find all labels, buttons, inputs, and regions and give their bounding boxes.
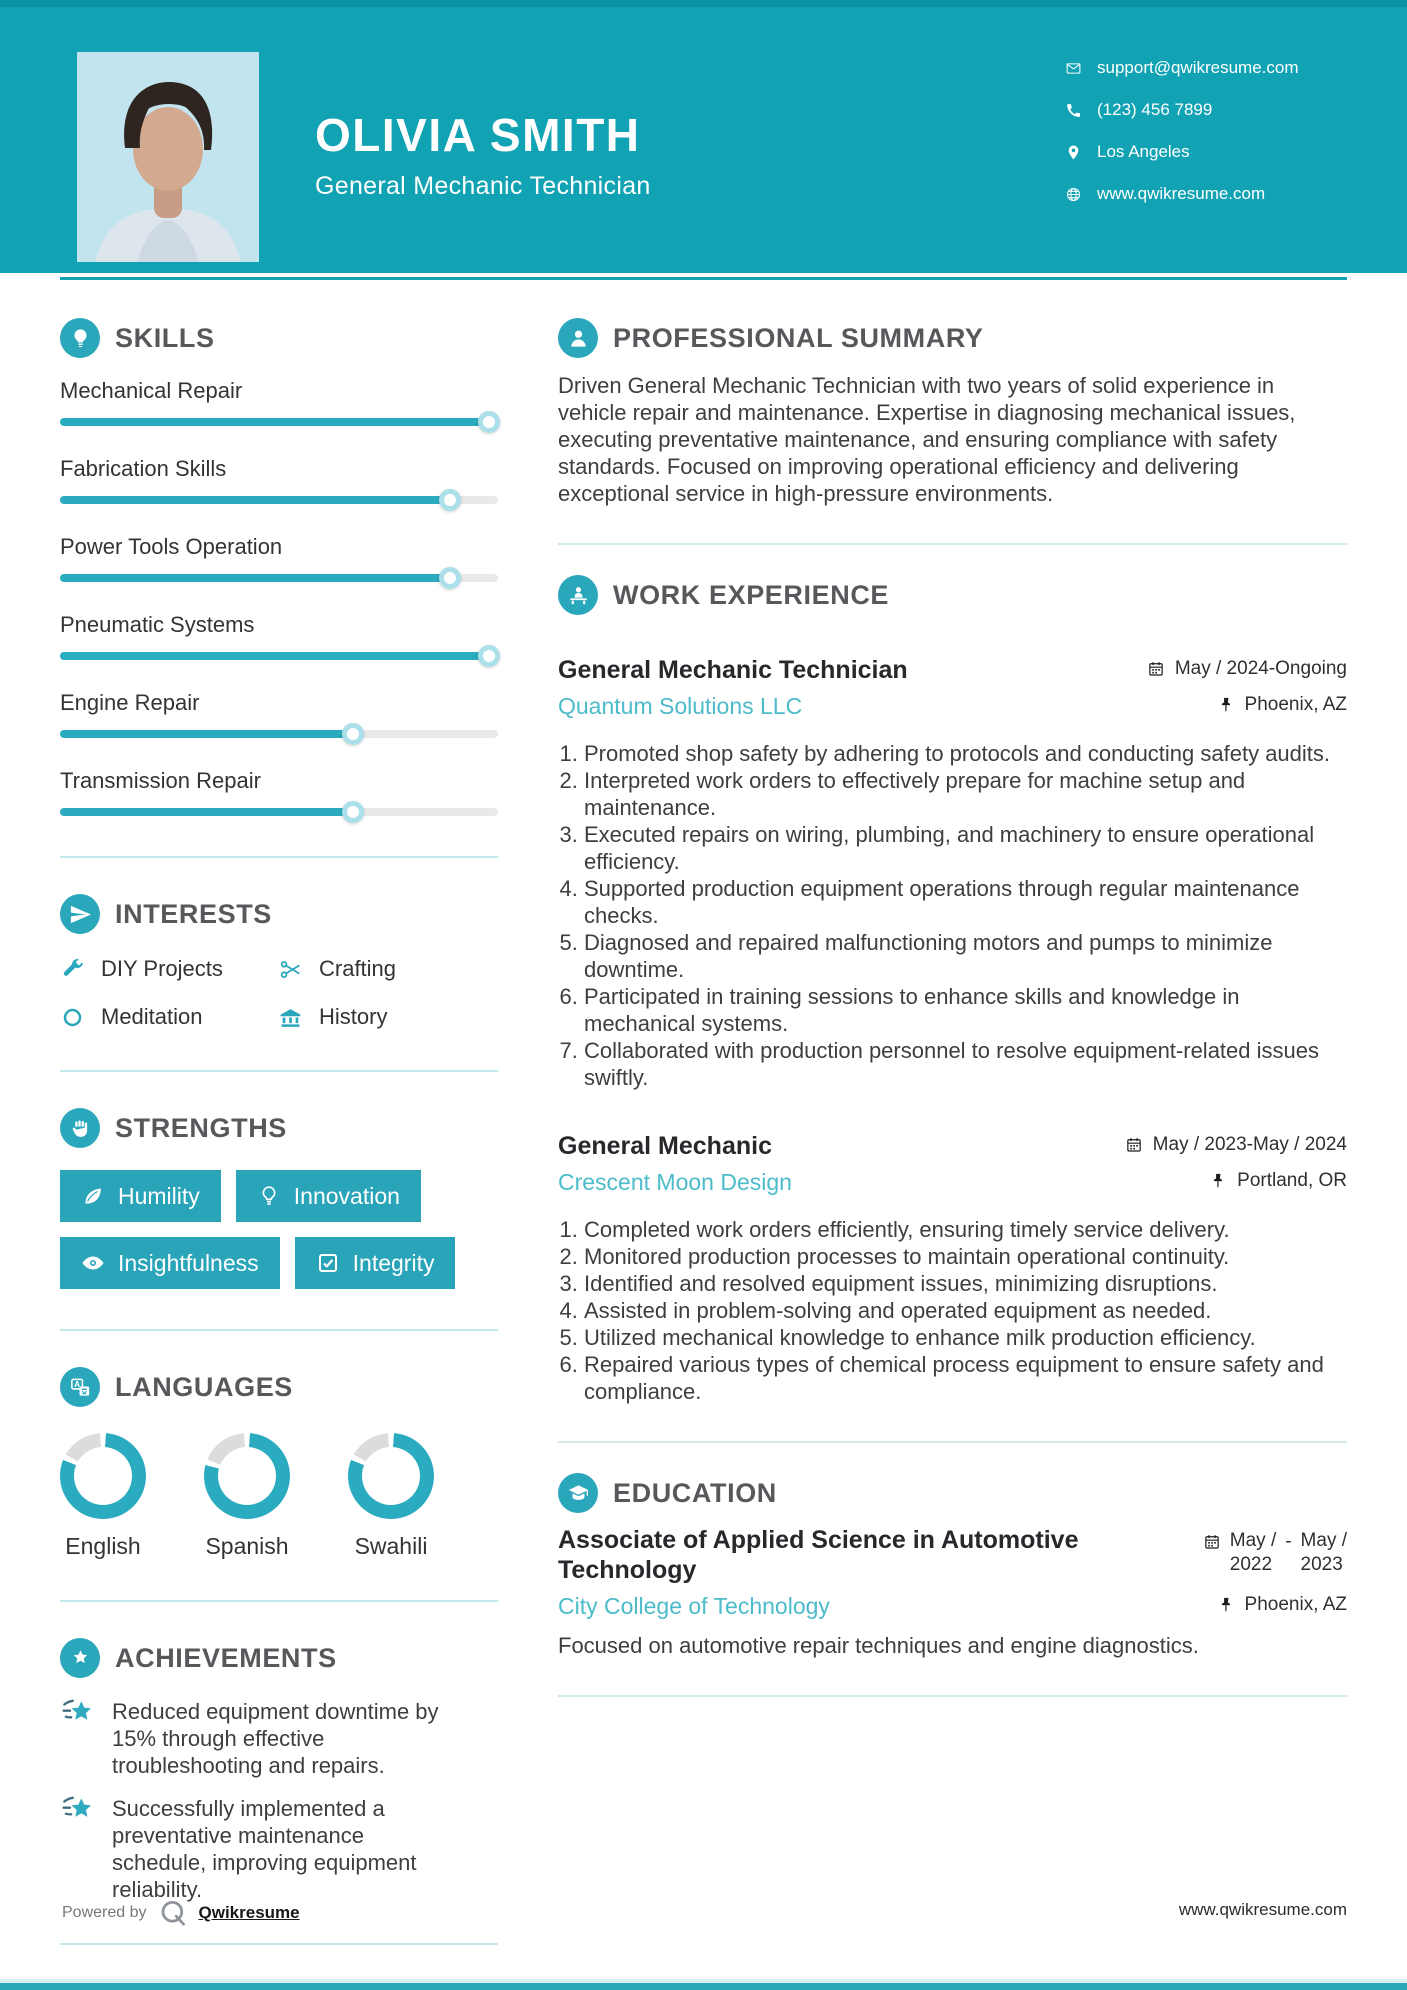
interest-item [278,1004,498,1030]
section-divider [558,543,1347,545]
job-entry [558,1131,1347,1405]
strength-tag [60,1170,221,1222]
contact-text: (123) 456 7899 [1097,100,1213,119]
achievement-item [60,1795,498,1903]
section-divider [60,1329,498,1331]
pin-icon [1209,1172,1227,1190]
user-icon [567,327,590,350]
summary-text: Driven General Mechanic Technician with two years of solid experience in vehicle repair and maintenance. Expertise in diagnosing mechanical issues, executing preventative maintenance, and ensuring compliance with safety standards. Focused on improving operational efficiency and delivering exceptional service in high-pressure environments. [558,373,1296,506]
language-item [348,1433,434,1560]
person-name: OLIVIA SMITH [315,109,641,161]
q-logo-icon [158,1898,188,1928]
job-bullets [558,1216,1347,1405]
language-label: Spanish [205,1533,289,1559]
header-band-top-stripe [0,0,1407,7]
education-heading: EDUCATION [613,1477,777,1508]
skill-label: Fabrication Skills [60,456,227,481]
language-item [60,1433,146,1560]
job-company: Crescent Moon Design [558,1169,792,1195]
jobs-list [558,655,1347,1405]
skill-bar-fill[interactable] [60,730,353,738]
header-band [0,0,1407,273]
job-bullet: 5. Diagnosed and repaired malfunctioning motors and pumps to minimize downtime. [584,929,1347,983]
achievement-text: Reduced equipment downtime by 15% through effective troubleshooting and repairs. [112,1699,439,1778]
skill-label: Mechanical Repair [60,378,243,403]
bulb-icon [69,327,92,350]
strengths-section-header [60,1108,498,1148]
brand-link[interactable]: Qwikresume [198,1903,300,1922]
job-date: May / 2023-May / 2024 [1125,1134,1347,1156]
job-bullet: 3. Executed repairs on wiring, plumbing, and machinery to ensure operational efficiency. [584,821,1347,875]
footer-branding [62,1898,300,1928]
send-icon [69,903,92,926]
skills-section-header [60,318,498,358]
globe-icon [1065,186,1082,203]
job-title: General Mechanic Technician [558,656,908,684]
cal-icon [1125,1136,1143,1154]
leaf-icon [81,1184,105,1208]
skill-label: Pneumatic Systems [60,612,255,637]
language-label: English [65,1533,141,1559]
language-donut-chart [348,1433,434,1519]
achievement-text: Successfully implemented a preventative maintenance schedule, improving equipment reliability. [112,1796,417,1902]
skill-label: Power Tools Operation [60,534,283,559]
experience-heading: WORK EXPERIENCE [613,579,890,610]
job-bullet: 5. Utilized mechanical knowledge to enhance milk production efficiency. [584,1324,1347,1351]
section-divider [60,1070,498,1072]
summary-heading: PROFESSIONAL SUMMARY [613,322,984,353]
scissors-icon [278,957,303,982]
interest-item [278,956,498,982]
skill-bar-fill[interactable] [60,496,450,504]
strength-label: Humility [118,1182,200,1209]
skill-label: Transmission Repair [60,768,261,793]
section-divider [60,1600,498,1602]
interests-section-header [60,894,498,934]
marker-icon [1065,144,1082,161]
job-bullet: 4. Assisted in problem-solving and operated equipment as needed. [584,1297,1347,1324]
skill-label: Engine Repair [60,690,200,715]
strength-tag [60,1237,280,1289]
languages-list [60,1433,498,1560]
star-shoot-icon [60,1696,98,1730]
skill-bar-fill[interactable] [60,808,353,816]
job-bullet: 6. Participated in training sessions to enhance skills and knowledge in mechanical systems. [584,983,1347,1037]
interest-label: History [319,1004,388,1029]
skill-bar-track [60,730,498,738]
achievements-heading: ACHIEVEMENTS [115,1642,337,1673]
languages-section-header [60,1367,498,1407]
strengths-list [60,1170,498,1289]
interest-label: Crafting [319,956,397,981]
strength-tag [236,1170,421,1222]
job-bullets [558,740,1347,1091]
job-bullet: 6. Repaired various types of chemical process equipment to ensure safety and compliance. [584,1351,1347,1405]
contact-item[interactable] [1065,56,1299,80]
skill-bar-track [60,418,498,426]
education-location: Phoenix, AZ [1217,1594,1347,1616]
contact-text: www.qwikresume.com [1097,184,1266,203]
contact-item[interactable] [1065,98,1299,122]
achievements-section-header [60,1638,498,1678]
job-bullet: 1. Promoted shop safety by adhering to protocols and conducting safety audits. [584,740,1347,767]
interest-label: DIY Projects [101,956,223,981]
bulb-o-icon [257,1184,281,1208]
main-content [558,280,1347,1697]
job-date: May / 2024-Ongoing [1147,658,1347,680]
education-dates: May / 2022 - May / 2023 [1203,1529,1347,1577]
job-bullet: 2. Monitored production processes to maintain operational continuity. [584,1243,1347,1270]
skill-item [60,378,498,426]
languages-heading: LANGUAGES [115,1371,293,1402]
contact-text: support@qwikresume.com [1097,58,1299,77]
strength-tag [295,1237,456,1289]
interests-list [60,956,498,1030]
person-title: General Mechanic Technician [315,172,651,200]
pin-icon [1217,696,1235,714]
strength-label: Insightfulness [118,1249,259,1276]
skill-bar-fill[interactable] [60,418,489,426]
footer-website[interactable]: www.qwikresume.com [1178,1900,1347,1919]
interest-item [60,956,278,982]
skill-item [60,768,498,816]
job-bullet: 4. Supported production equipment operations through regular maintenance checks. [584,875,1347,929]
strength-label: Integrity [352,1249,435,1276]
job-bullet: 7. Collaborated with production personnel to resolve equipment-related issues swiftly. [584,1037,1347,1091]
phone-icon [1065,102,1082,119]
interest-item [60,1004,278,1030]
wrench-icon [60,957,85,982]
skill-item [60,690,498,738]
profile-photo [77,52,259,262]
achievements-list [60,1698,498,1903]
language-donut-chart [60,1433,146,1519]
achievement-item [60,1698,498,1779]
strength-label: Innovation [293,1182,400,1209]
powered-by-label: Powered by [62,1904,147,1921]
language-item [204,1433,290,1560]
skill-bar-fill[interactable] [60,574,450,582]
work-icon [567,584,590,607]
contact-item[interactable] [1065,182,1299,206]
job-bullet: 3. Identified and resolved equipment issues, minimizing disruptions. [584,1270,1347,1297]
skill-bar-fill[interactable] [60,652,489,660]
skill-bar-track [60,574,498,582]
bottom-bar [0,1983,1407,1990]
eye-icon [81,1251,105,1275]
education-entry [558,1525,1347,1659]
profile-photo-illustration [77,52,259,262]
circle-icon [60,1005,85,1030]
star-circle-icon [69,1647,92,1670]
pin-icon [1217,1596,1235,1614]
job-bullet: 2. Interpreted work orders to effectively prepare for machine setup and maintenance. [584,767,1347,821]
language-label: Swahili [354,1533,428,1559]
contact-item[interactable] [1065,140,1299,164]
star-shoot-icon [60,1793,98,1827]
skill-bar-track [60,652,498,660]
translate-icon [69,1376,92,1399]
education-description: Focused on automotive repair techniques and engine diagnostics. [558,1633,1199,1658]
interests-heading: INTERESTS [115,898,272,929]
education-school: City College of Technology [558,1593,830,1619]
bank-icon [278,1005,303,1030]
sidebar [60,280,498,1945]
skills-list [60,378,498,816]
education-section-header [558,1473,1347,1513]
grad-icon [567,1482,590,1505]
skill-bar-track [60,808,498,816]
job-entry [558,655,1347,1091]
skill-bar-track [60,496,498,504]
job-company: Quantum Solutions LLC [558,693,803,719]
check-icon [316,1251,340,1275]
cal-icon [1147,660,1165,678]
section-divider [558,1441,1347,1443]
education-degree: Associate of Applied Science in Automotive Technology [558,1526,1079,1584]
skills-heading: SKILLS [115,322,215,353]
cal-icon [1203,1533,1221,1551]
interest-label: Meditation [101,1004,203,1029]
skill-item [60,534,498,582]
fist-icon [69,1117,92,1140]
job-bullet: 1. Completed work orders efficiently, ensuring timely service delivery. [584,1216,1347,1243]
job-title: General Mechanic [558,1132,772,1160]
section-divider [60,1943,498,1945]
skill-item [60,456,498,504]
summary-section-header [558,318,1347,358]
job-location: Phoenix, AZ [1217,694,1347,716]
section-divider [558,1695,1347,1697]
job-location: Portland, OR [1209,1170,1347,1192]
strengths-heading: STRENGTHS [115,1112,287,1143]
contact-text: Los Angeles [1097,142,1190,161]
contact-list [1065,56,1299,224]
skill-item [60,612,498,660]
language-donut-chart [204,1433,290,1519]
experience-section-header [558,575,1347,615]
mail-icon [1065,60,1082,77]
section-divider [60,856,498,858]
